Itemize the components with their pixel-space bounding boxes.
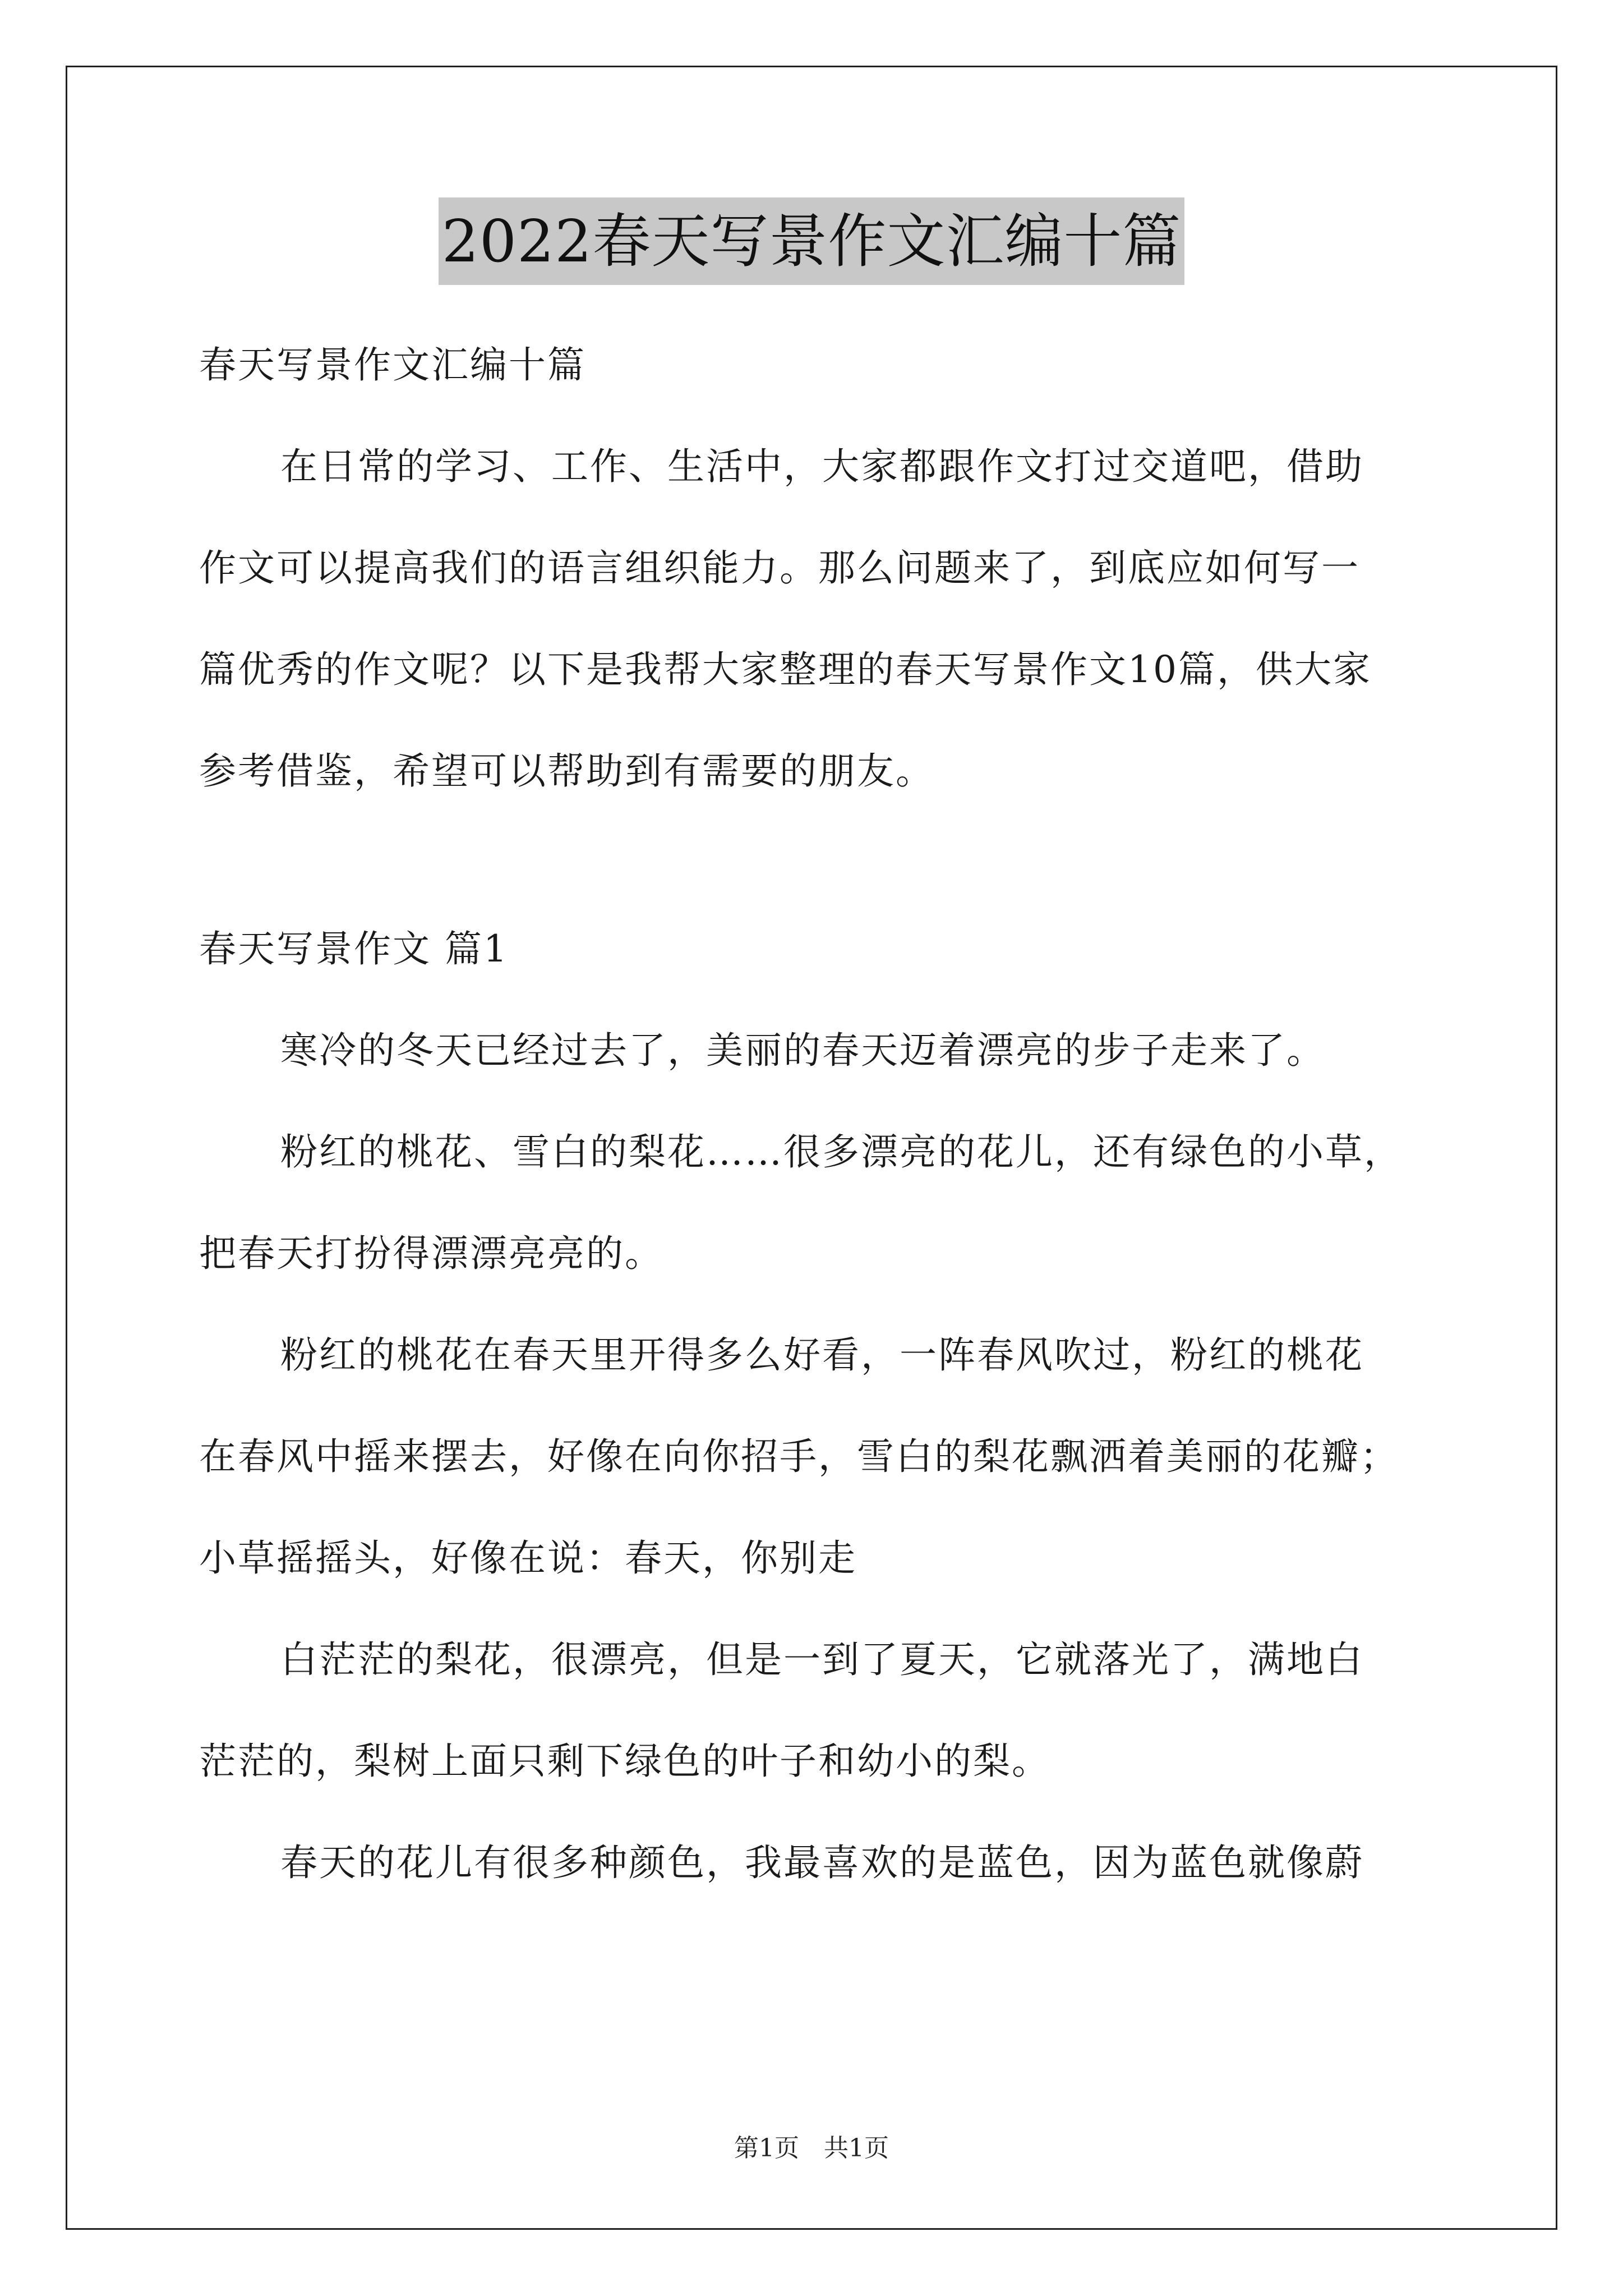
paragraph-line: 粉红的桃花、雪白的梨花……很多漂亮的花儿，还有绿色的小草， (280, 1130, 1403, 1174)
paragraph-line: 白茫茫的梨花，很漂亮，但是一到了夏天，它就落光了，满地白 (280, 1638, 1364, 1681)
paragraph-line: 在春风中摇来摆去，好像在向你招手，雪白的梨花飘洒着美丽的花瓣； (199, 1435, 1399, 1478)
paragraph-line: 参考借鉴，希望可以帮助到有需要的朋友。 (199, 749, 934, 793)
paragraph-line: 春天的花儿有很多种颜色，我最喜欢的是蓝色，因为蓝色就像蔚 (280, 1841, 1364, 1884)
paragraph-line: 粉红的桃花在春天里开得多么好看，一阵春风吹过，粉红的桃花 (280, 1333, 1364, 1377)
paragraph-line: 小草摇摇头，好像在说：春天，你别走 (199, 1536, 857, 1580)
paragraph-line: 把春天打扮得漂漂亮亮的。 (199, 1232, 663, 1275)
section-heading: 春天写景作文 篇1 (199, 927, 509, 970)
paragraph-line: 茫茫的，梨树上面只剩下绿色的叶子和幼小的梨。 (199, 1740, 1050, 1783)
paragraph-line: 作文可以提高我们的语言组织能力。那么问题来了，到底应如何写一 (199, 546, 1360, 590)
document-body (199, 314, 1433, 1913)
title-container (0, 197, 1623, 285)
paragraph-line: 寒冷的冬天已经过去了，美丽的春天迈着漂亮的步子走来了。 (280, 1029, 1325, 1072)
paragraph-line: 在日常的学习、工作、生活中，大家都跟作文打过交道吧，借助 (280, 445, 1364, 488)
intro-heading: 春天写景作文汇编十篇 (199, 343, 586, 386)
document-title: 2022春天写景作文汇编十篇 (439, 197, 1185, 285)
page-footer: 第1页 共1页 (734, 2134, 889, 2162)
paragraph-line: 篇优秀的作文呢？以下是我帮大家整理的春天写景作文10篇，供大家 (199, 648, 1372, 691)
section-spacer (199, 822, 1433, 898)
